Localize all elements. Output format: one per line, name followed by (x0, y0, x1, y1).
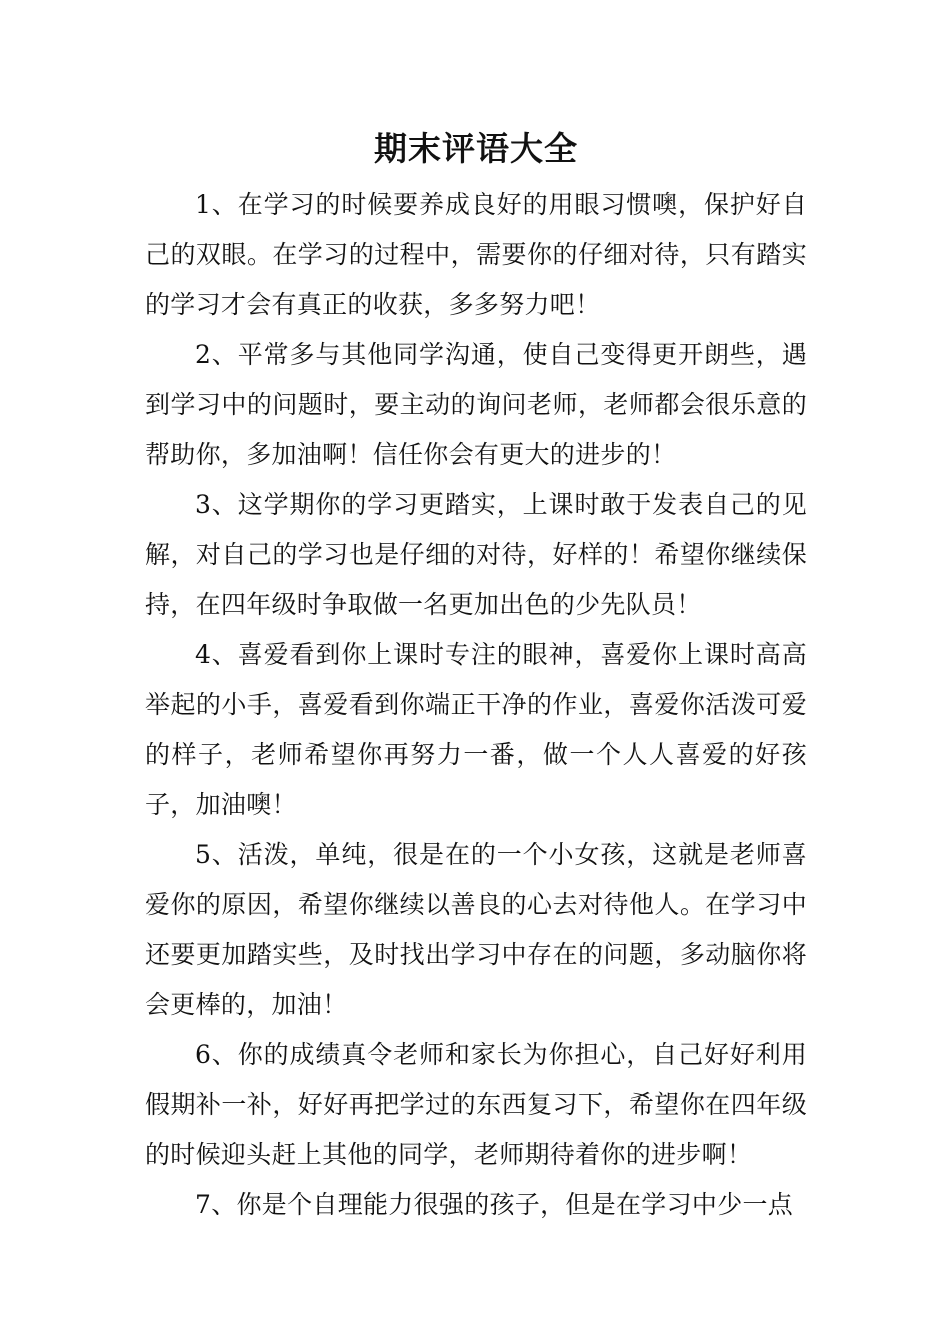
document-title: 期末评语大全 (374, 129, 578, 168)
comment-paragraph-3: 3、这学期你的学习更踏实，上课时敢于发表自己的见解，对自己的学习也是仔细的对待，好样的！希望你继续保持，在四年级时争取做一名更加出色的少先队员！ (145, 490, 807, 619)
comment-paragraph-1: 1、在学习的时候要养成良好的用眼习惯噢，保护好自己的双眼。在学习的过程中，需要你的仔细对待，只有踏实的学习才会有真正的收获，多多努力吧！ (145, 190, 807, 319)
comment-paragraph-2: 2、平常多与其他同学沟通，使自己变得更开朗些，遇到学习中的问题时，要主动的询问老师，老师都会很乐意的帮助你，多加油啊！信任你会有更大的进步的！ (145, 340, 807, 469)
document-page (145, 118, 807, 1230)
comment-paragraph-6: 6、你的成绩真令老师和家长为你担心，自己好好利用假期补一补，好好再把学过的东西复习下，希望你在四年级的时候迎头赶上其他的同学，老师期待着你的进步啊！ (145, 1040, 807, 1169)
comment-paragraph-4: 4、喜爱看到你上课时专注的眼神，喜爱你上课时高高举起的小手，喜爱看到你端正干净的作业，喜爱你活泼可爱的样子，老师希望你再努力一番，做一个人人喜爱的好孩子，加油噢！ (145, 640, 807, 819)
comment-paragraph-5: 5、活泼，单纯，很是在的一个小女孩，这就是老师喜爱你的原因，希望你继续以善良的心去对待他人。在学习中还要更加踏实些，及时找出学习中存在的问题，多动脑你将会更棒的，加油！ (145, 840, 807, 1019)
comment-paragraph-7: 7、你是个自理能力很强的孩子，但是在学习中少一点 (195, 1190, 794, 1219)
